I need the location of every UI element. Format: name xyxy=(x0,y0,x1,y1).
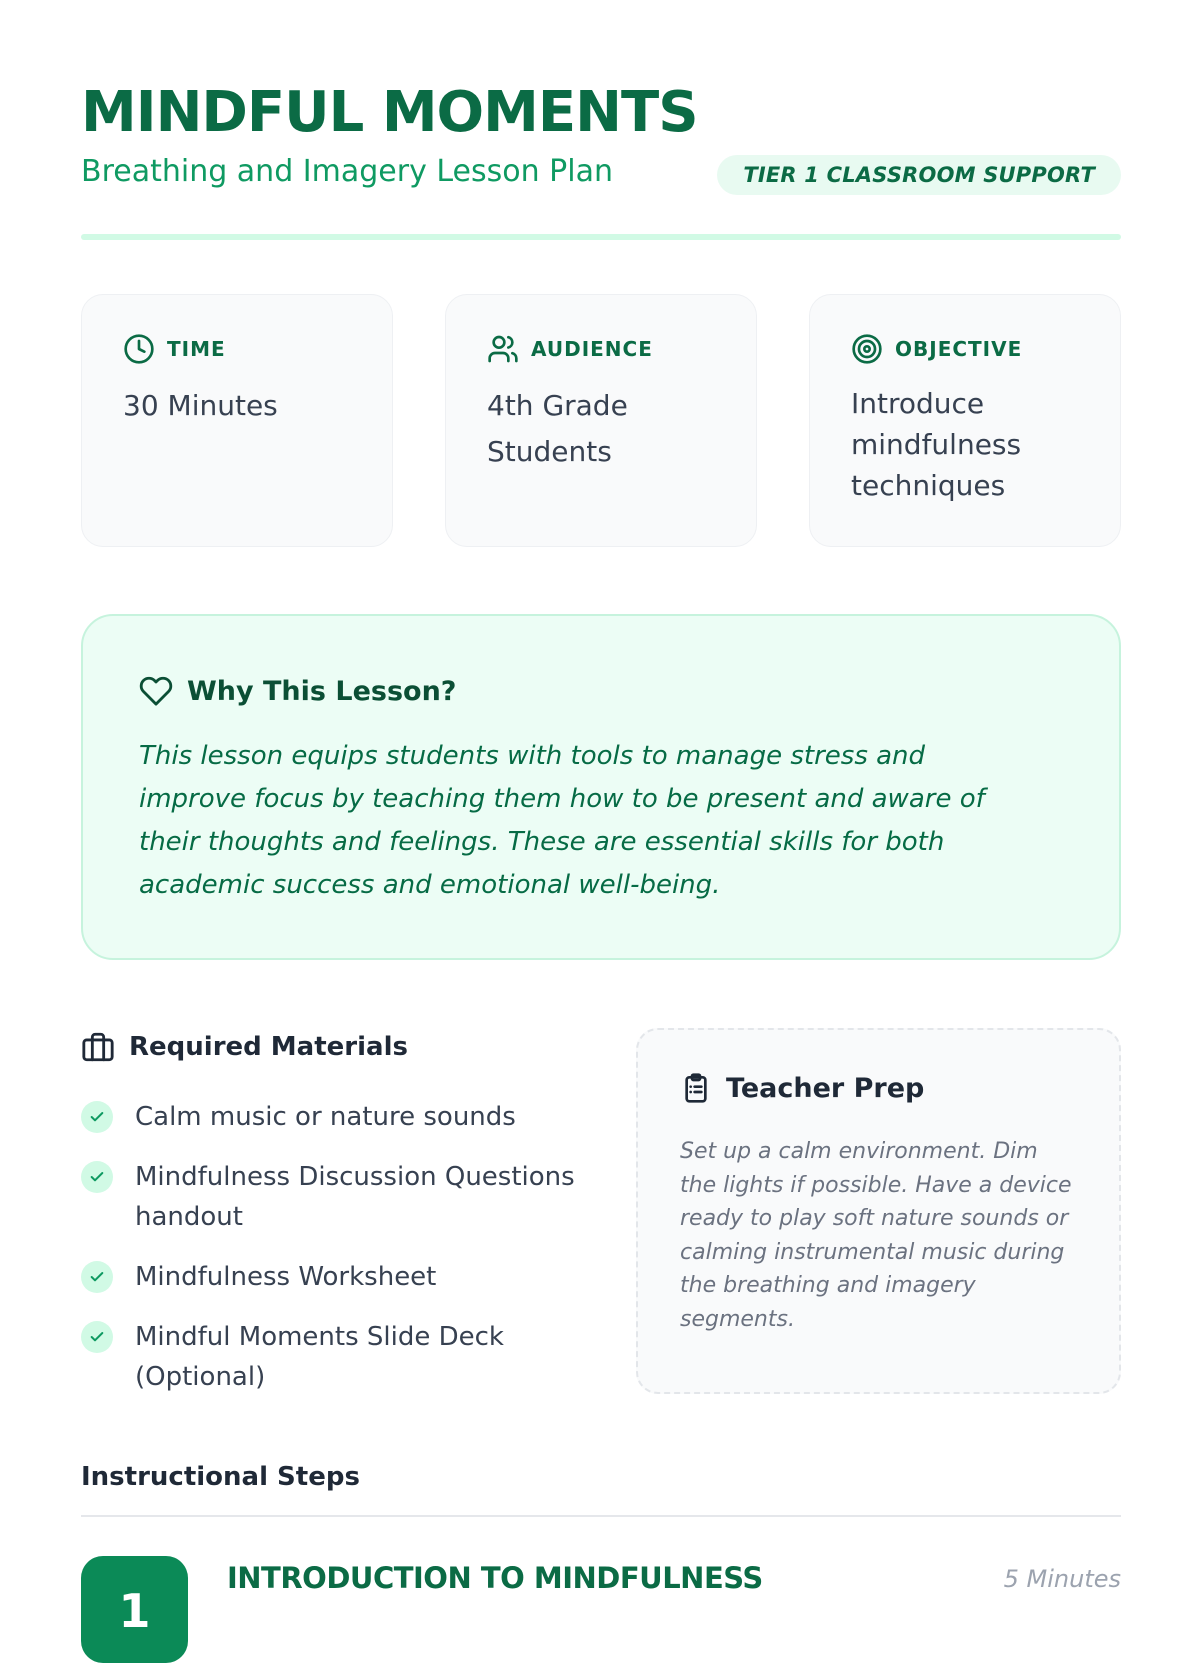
why-header xyxy=(139,674,456,708)
check-icon xyxy=(81,1161,113,1193)
step-title: INTRODUCTION TO MINDFULNESS xyxy=(227,1561,763,1595)
page-subtitle: Breathing and Imagery Lesson Plan xyxy=(81,154,613,189)
time-label: TIME xyxy=(167,337,226,361)
header-divider xyxy=(81,234,1121,240)
clock-icon xyxy=(123,333,155,365)
users-icon xyxy=(487,333,519,365)
why-title: Why This Lesson? xyxy=(187,675,457,707)
objective-card-header xyxy=(851,333,1022,365)
teacher-prep-title: Teacher Prep xyxy=(726,1072,925,1104)
step-duration: 5 Minutes xyxy=(1003,1565,1121,1593)
material-item-label: Mindful Moments Slide Deck (Optional) xyxy=(135,1322,504,1392)
check-icon xyxy=(81,1321,113,1353)
objective-card xyxy=(809,294,1121,547)
material-item-label: Mindfulness Discussion Questions handout xyxy=(135,1162,575,1232)
time-card xyxy=(81,294,393,547)
objective-value: Introduce mindfulness techniques xyxy=(851,387,1022,502)
audience-label: AUDIENCE xyxy=(531,337,653,361)
steps-divider xyxy=(81,1515,1121,1517)
page-title: MINDFUL MOMENTS xyxy=(81,80,698,145)
time-value: 30 Minutes xyxy=(123,389,278,422)
teacher-prep-text: Set up a calm environment. Dim the lights if possible. Have a device ready to play soft nature sounds or calming instrumental music during the breathing and imagery segments. xyxy=(680,1139,1072,1332)
check-icon xyxy=(81,1261,113,1293)
instructional-steps-title: Instructional Steps xyxy=(81,1462,360,1492)
why-this-lesson-callout xyxy=(81,614,1121,960)
material-item xyxy=(81,1097,601,1137)
check-icon xyxy=(81,1101,113,1133)
objective-label: OBJECTIVE xyxy=(895,337,1023,361)
materials-title: Required Materials xyxy=(129,1032,408,1062)
time-card-header xyxy=(123,333,226,365)
audience-card-header xyxy=(487,333,653,365)
target-icon xyxy=(851,333,883,365)
material-item xyxy=(81,1157,601,1237)
clipboard-icon xyxy=(680,1072,712,1104)
why-description: This lesson equips students with tools to manage stress and improve focus by teaching them how to be present and aware of their thoughts and feelings. These are essential skills for both academic success and emotional well-being. xyxy=(139,741,985,900)
audience-value: 4th Grade Students xyxy=(487,389,628,468)
materials-list xyxy=(81,1097,601,1417)
material-item xyxy=(81,1317,601,1397)
material-item xyxy=(81,1257,601,1297)
teacher-prep-card xyxy=(636,1028,1121,1394)
briefcase-icon xyxy=(81,1030,115,1064)
teacher-prep-header xyxy=(680,1072,924,1104)
materials-header xyxy=(81,1030,408,1064)
lesson-plan-page xyxy=(81,0,1121,1638)
heart-icon xyxy=(139,674,173,708)
step-number-badge: 1 xyxy=(81,1556,188,1663)
audience-card xyxy=(445,294,757,547)
material-item-label: Mindfulness Worksheet xyxy=(135,1262,437,1292)
tier-badge: TIER 1 CLASSROOM SUPPORT xyxy=(717,155,1121,195)
material-item-label: Calm music or nature sounds xyxy=(135,1102,516,1132)
